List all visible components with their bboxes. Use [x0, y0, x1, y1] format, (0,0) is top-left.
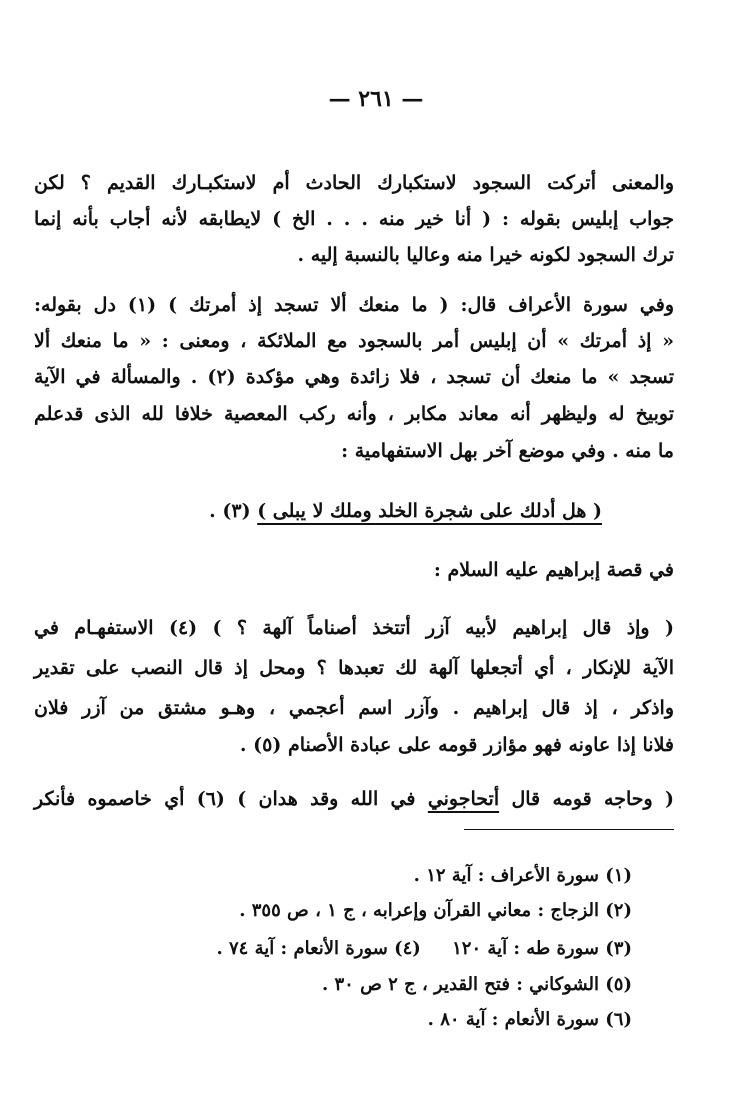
footnote-separator	[464, 829, 674, 830]
paragraph-1-line-1: والمعنى أتركت السجود لاستكبارك الحادث أم لاستكبـارك القديم ؟ لكن	[34, 172, 674, 194]
footnote-5: (٥) الشوكاني : فتح القدير ، ج ٢ ص ٣٠ .	[321, 974, 632, 995]
paragraph-3-line-2: الآية للإنكار ، أي أتجعلها آلهة لك تعبدها ؟ ومحل إذ قال النصب على تقدير	[34, 657, 674, 679]
paragraph-2-line-5: ما منه . وفي موضع آخر بهل الاستفهامية :	[341, 440, 674, 462]
paragraph-2-line-1: وفي سورة الأعراف قال: ( ما منعك ألا تسجد إذ أمرتك ) (١) دل بقوله:	[34, 294, 674, 316]
footnote-3-4: (٣) سورة طه : آية ١٢٠ (٤) سورة الأنعام : آية ٧٤ .	[216, 938, 632, 959]
paragraph-3-line-4: فلانا إذا عاونه فهو مؤازر قومه على عبادة الأصنام (٥) .	[239, 734, 674, 756]
paragraph-3-line-3: واذكر ، إذ قال إبراهيم . وآزر اسم أعجمي ، وهـو مشتق من آزر فلان	[34, 697, 674, 719]
verse-quote-1-ref: (٣) .	[209, 500, 258, 522]
paragraph-2-line-4: توبيخ له وليظهر أنه معاند مكابر ، وأنه ركب المعصية خلافا لله الذى قدعلم	[34, 403, 674, 425]
footnote-2: (٢) الزجاج : معاني القرآن وإعرابه ، ج ١ ، ص ٣٥٥ .	[239, 900, 632, 921]
paragraph-4-pre: ( وحاجه قومه قال	[499, 788, 675, 810]
paragraph-4-line-1	[34, 784, 674, 814]
section-heading: في قصة إبراهيم عليه السلام :	[433, 559, 674, 581]
paragraph-2-line-2: « إذ أمرتك » أن إبليس أمر بالسجود مع الملائكة ، ومعنى : « ما منعك ألا	[34, 330, 674, 352]
paragraph-1-line-3: ترك السجود لكونه خيرا منه وعاليا بالنسبة إليه .	[297, 244, 674, 266]
paragraph-4-underlined: أتحاجوني	[427, 788, 500, 810]
paragraph-4-post: في الله وقد هدان ) (٦) أي خاصموه فأنكر	[34, 788, 428, 810]
footnote-1: (١) سورة الأعراف : آية ١٢ .	[413, 865, 632, 886]
paragraph-1-line-2: جواب إبليس بقوله : ( أنا خير منه . . . الخ ) لايطابقه لأنه أجاب بأنه إنما	[34, 208, 674, 230]
paragraph-2-line-3: تسجد » ما منعك أن تسجد ، فلا زائدة وهي مؤكدة (٢) . والمسألة في الآية	[34, 366, 675, 388]
paragraph-3-line-1: ( وإذ قال إبراهيم لأبيه آزر أتتخذ أصناماً آلهة ؟ ) (٤) الاستفهـام في	[34, 617, 674, 639]
verse-quote-1-text: ( هل أدلك على شجرة الخلد وملك لا يبلى )	[257, 500, 602, 522]
page-number: — ٢٦١ —	[328, 86, 424, 112]
verse-quote-1	[62, 496, 602, 526]
footnote-6: (٦) سورة الأنعام : آية ٨٠ .	[427, 1009, 632, 1030]
